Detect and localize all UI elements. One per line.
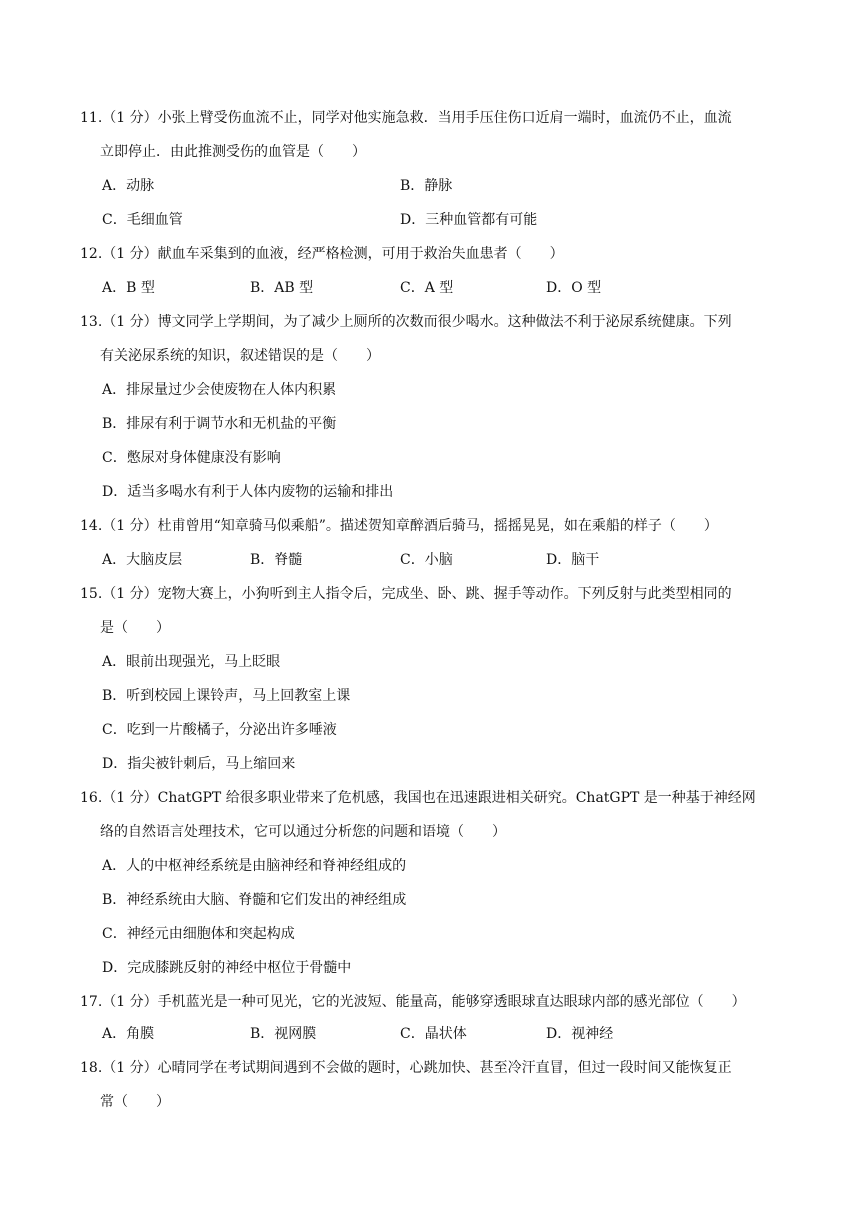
question-16-option-d: D．完成膝跳反射的神经中枢位于骨髓中	[102, 960, 352, 976]
question-15-option-b: B．听到校园上课铃声，马上回教室上课	[102, 688, 351, 704]
question-13-option-c: C．憋尿对身体健康没有影响	[102, 450, 281, 466]
question-11-option-d: D．三种血管都有可能	[400, 212, 538, 228]
question-15-option-c: C．吃到一片酸橘子，分泌出许多唾液	[102, 722, 337, 738]
question-11-line-1: 11.（1 分）小张上臂受伤血流不止，同学对他实施急救．当用手压住伤口近肩一端时，血流仍不止，血流	[80, 110, 732, 126]
question-17-option-b: B．视网膜	[250, 1026, 317, 1042]
question-11-line-2: 立即停止．由此推测受伤的血管是（ ）	[100, 144, 366, 160]
question-18-line-1: 18.（1 分）心晴同学在考试期间遇到不会做的题时，心跳加快、甚至冷汗直冒，但过一段时间又能恢复正	[80, 1060, 732, 1076]
question-16-option-a: A．人的中枢神经系统是由脑神经和脊神经组成的	[102, 858, 407, 874]
question-14-line-1: 14.（1 分）杜甫曾用“知章骑马似乘船”。描述贺知章醉酒后骑马，摇摇晃晃，如在乘船的样子（ ）	[80, 518, 718, 534]
question-14-option-a: A．大脑皮层	[102, 552, 183, 568]
question-13-line-1: 13.（1 分）博文同学上学期间，为了减少上厕所的次数而很少喝水。这种做法不利于泌尿系统健康。下列	[80, 314, 732, 330]
question-13-option-b: B．排尿有利于调节水和无机盐的平衡	[102, 416, 337, 432]
question-16-option-c: C．神经元由细胞体和突起构成	[102, 926, 295, 942]
question-13-option-d: D．适当多喝水有利于人体内废物的运输和排出	[102, 484, 394, 500]
question-11-option-a: A．动脉	[102, 178, 155, 194]
question-14-option-b: B．脊髓	[250, 552, 303, 568]
question-11-option-c: C．毛细血管	[102, 212, 183, 228]
question-16-line-1: 16.（1 分）ChatGPT 给很多职业带来了危机感，我国也在迅速跟进相关研究。ChatGPT 是一种基于神经网	[80, 790, 756, 806]
question-18-line-2: 常（ ）	[100, 1094, 170, 1110]
question-11-option-b: B．静脉	[400, 178, 453, 194]
question-16-line-2: 络的自然语言处理技术，它可以通过分析您的问题和语境（ ）	[100, 824, 506, 840]
question-12-line-1: 12.（1 分）献血车采集到的血液，经严格检测，可用于救治失血患者（ ）	[80, 246, 564, 262]
question-15-option-a: A．眼前出现强光，马上眨眼	[102, 654, 281, 670]
question-15-option-d: D．指尖被针刺后，马上缩回来	[102, 756, 296, 772]
question-12-option-a: A．B 型	[102, 280, 155, 296]
question-17-line-1: 17.（1 分）手机蓝光是一种可见光，它的光波短、能量高，能够穿透眼球直达眼球内部的感光部位（ ）	[80, 994, 746, 1010]
question-12-option-d: D．O 型	[546, 280, 602, 296]
question-16-option-b: B．神经系统由大脑、脊髓和它们发出的神经组成	[102, 892, 407, 908]
question-14-option-c: C．小脑	[400, 552, 453, 568]
question-13-option-a: A．排尿量过少会使废物在人体内积累	[102, 382, 337, 398]
question-17-option-d: D．视神经	[546, 1026, 614, 1042]
question-17-option-a: A．角膜	[102, 1026, 155, 1042]
question-12-option-c: C．A 型	[400, 280, 454, 296]
question-15-line-1: 15.（1 分）宠物大赛上，小狗听到主人指令后，完成坐、卧、跳、握手等动作。下列反射与此类型相同的	[80, 586, 732, 602]
question-15-line-2: 是（ ）	[100, 620, 170, 636]
question-13-line-2: 有关泌尿系统的知识，叙述错误的是（ ）	[100, 348, 380, 364]
question-14-option-d: D．脑干	[546, 552, 600, 568]
question-17-option-c: C．晶状体	[400, 1026, 467, 1042]
question-12-option-b: B．AB 型	[250, 280, 314, 296]
